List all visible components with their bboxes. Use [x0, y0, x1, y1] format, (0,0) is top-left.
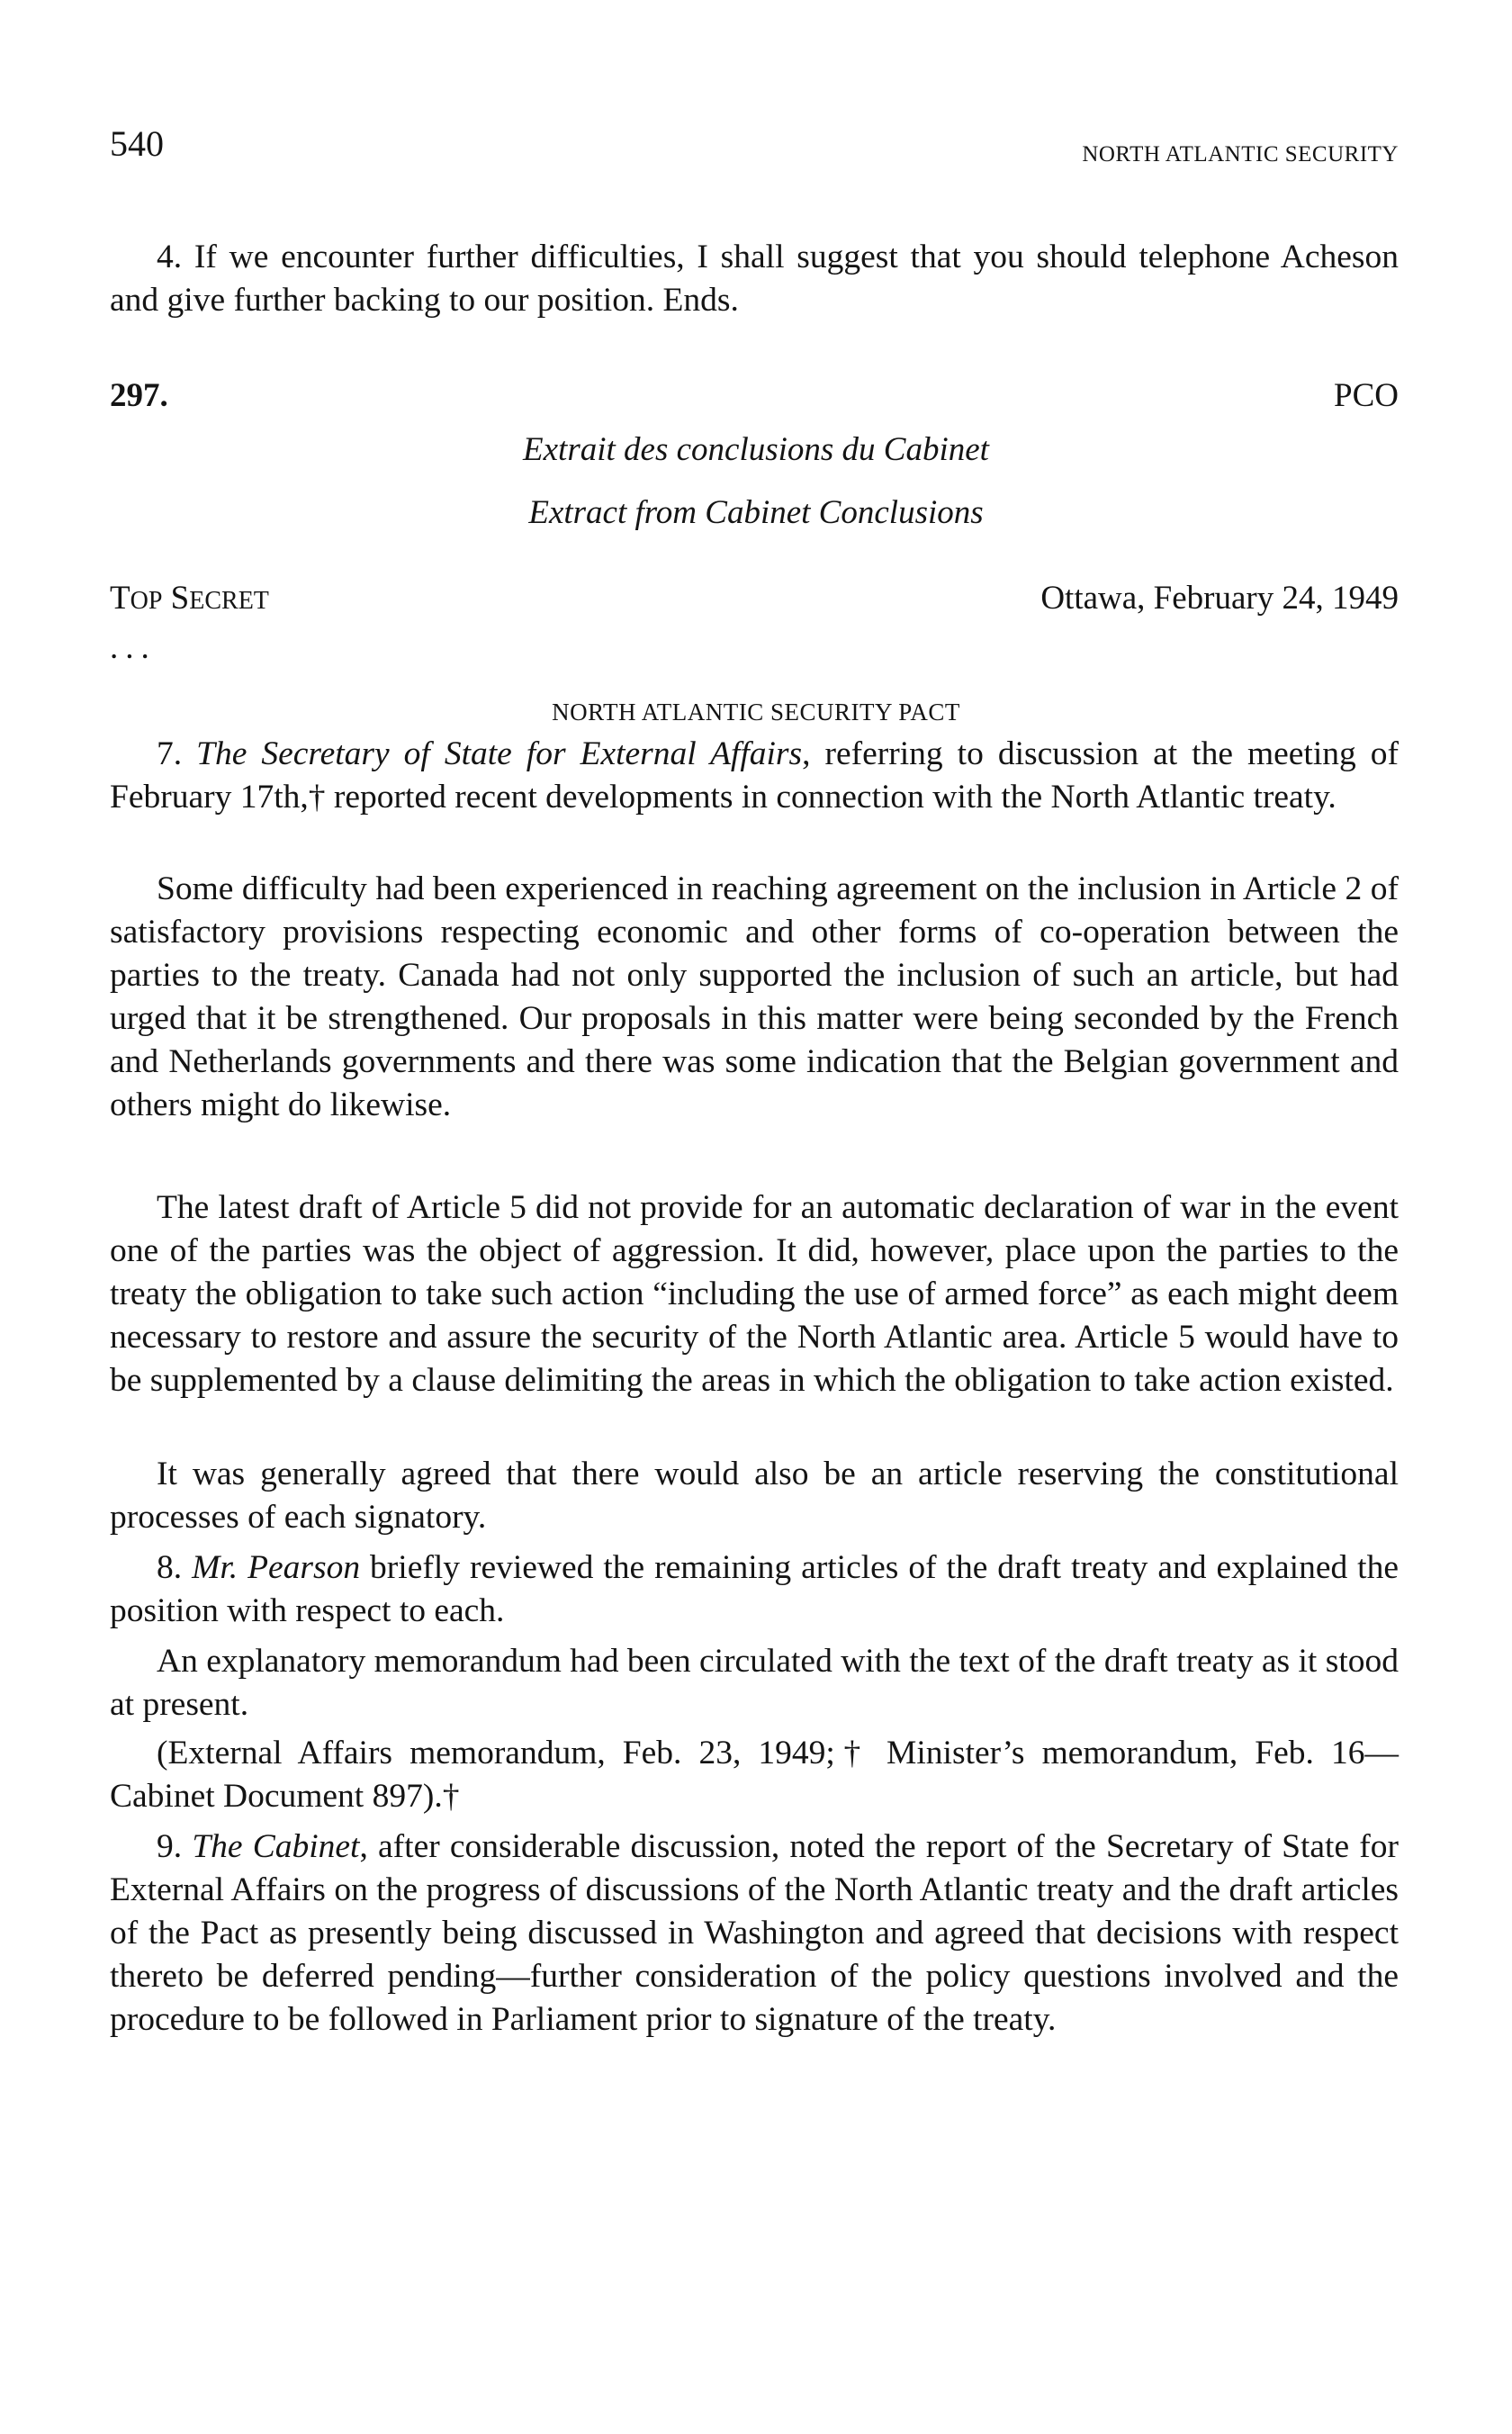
- paragraph-article-2: Some difficulty had been experienced in reaching agreement on the inclusion in Article 2 of satisfactory provisions respecting economic and other forms of co-operation between the parties to the treaty. Canada had not only supported the inclusion of such an article, but had urged that it be strengthened. Our proposals in this matter were being seconded by the French and Netherlands governments and there was some indication that the Belgian government and others might do likewise.: [110, 870, 1399, 1123]
- classification-rest-2: ECRET: [189, 587, 269, 615]
- paragraph-9-number: 9.: [157, 1828, 193, 1865]
- place-and-date: Ottawa, February 24, 1949: [1040, 580, 1399, 617]
- paragraph-9-text: , after considerable discussion, noted the report of the Secretary of State for External Affairs on the progress of discussions of the North Atlantic treaty and the draft articles of the Pact as presently being discussed in Washington and agreed that decisions with respect thereto be deferred pending—further consideration of the policy questions involved and the procedure to be followed in Parliament prior to signature of the treaty.: [110, 1828, 1400, 2038]
- paragraph-8: [110, 1546, 1399, 1633]
- running-head: NORTH ATLANTIC SECURITY: [1082, 142, 1399, 167]
- paragraph-7-text: , referring to discussion at the meeting of February 17th,† reported recent developments in connection with the North Atlantic treaty.: [110, 735, 1399, 816]
- paragraph-7: [110, 733, 1399, 819]
- document-title-english: Extract from Cabinet Conclusions: [528, 494, 984, 531]
- classification-initial-2: S: [170, 580, 190, 617]
- security-classification: [110, 579, 269, 618]
- paragraph-8-number: 8.: [157, 1549, 193, 1586]
- page-number: 540: [110, 123, 164, 164]
- classification-rest-1: OP: [130, 587, 163, 615]
- paragraph-9: [110, 1826, 1399, 2042]
- paragraph-9-subject: The Cabinet: [192, 1828, 360, 1865]
- paragraph-7-number: 7.: [157, 735, 197, 772]
- paragraph-references: (External Affairs memorandum, Feb. 23, 1949;† Minister’s memorandum, Feb. 16—Cabinet Document 897).†: [110, 1735, 1399, 1815]
- paragraph-memorandum: An explanatory memorandum had been circulated with the text of the draft treaty as it stood at present.: [110, 1643, 1399, 1723]
- page-header: [110, 122, 1399, 176]
- paragraph-constitutional-processes: It was generally agreed that there would also be an article reserving the constitutional processes of each signatory.: [110, 1456, 1399, 1536]
- classification-initial-1: T: [110, 580, 130, 617]
- section-heading: NORTH ATLANTIC SECURITY PACT: [552, 699, 960, 726]
- paragraph-8-subject: Mr. Pearson: [192, 1549, 361, 1586]
- intro-paragraph: 4. If we encounter further difficulties, I shall suggest that you should telephone Acheson and give further backing to our position. Ends.: [110, 239, 1399, 319]
- document-source: PCO: [1334, 377, 1399, 414]
- paragraph-8-text: briefly reviewed the remaining articles of the draft treaty and explained the position with respect to each.: [110, 1549, 1399, 1629]
- document-number: 297.: [110, 377, 168, 414]
- document-title-french: Extrait des conclusions du Cabinet: [523, 431, 989, 468]
- paragraph-article-5: The latest draft of Article 5 did not provide for an automatic declaration of war in the event one of the parties was the object of aggression. It did, however, place upon the parties to the treaty the obligation to take such action “including the use of armed force” as each might deem necessary to restore and assure the security of the North Atlantic area. Article 5 would have to be supplemented by a clause delimiting the areas in which the obligation to take action existed.: [110, 1189, 1399, 1399]
- omission-ellipsis: ...: [110, 629, 157, 666]
- paragraph-7-subject: The Secretary of State for External Affairs: [196, 735, 803, 772]
